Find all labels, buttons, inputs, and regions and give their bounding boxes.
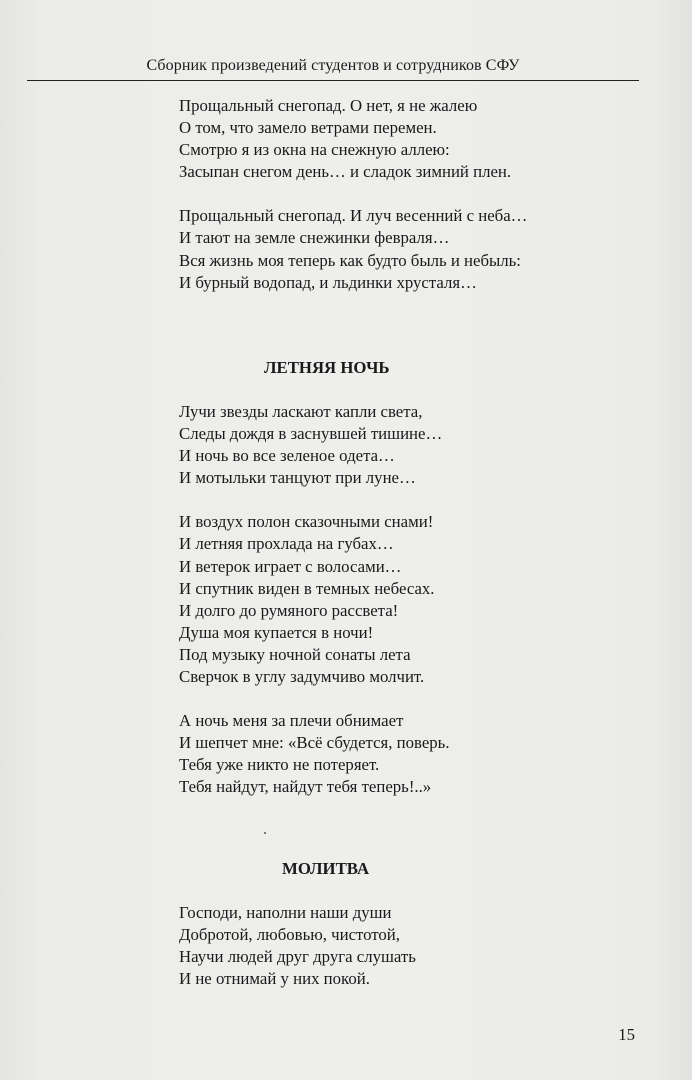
stanza xyxy=(179,95,619,183)
poem-line: И мотыльки танцуют при луне… xyxy=(179,468,416,488)
poem-line: И ветерок играет с волосами… xyxy=(179,556,402,576)
poem-line: Сверчок в углу задумчиво молчит. xyxy=(179,667,425,687)
poem-snowfall xyxy=(179,95,619,294)
poem-line: Под музыку ночной сонаты лета xyxy=(179,644,411,664)
poem-line: Прощальный снегопад. О нет, я не жалею xyxy=(179,96,478,115)
page-number: 15 xyxy=(618,1025,635,1044)
stanza xyxy=(179,511,619,688)
poem-line: Следы дождя в заснувшей тишине… xyxy=(179,424,443,444)
stray-mark xyxy=(264,832,266,834)
stanza xyxy=(179,902,619,990)
poem-line: Добротой, любовью, чистотой, xyxy=(179,925,400,945)
poem-line: И ночь во все зеленое одета… xyxy=(179,446,395,466)
poem-line: Смотрю я из окна на снежную аллею: xyxy=(179,140,450,160)
poem-line: Тебя найдут, найдут тебя теперь!..» xyxy=(179,777,432,797)
poem-line: И долго до румяного рассвета! xyxy=(179,600,399,620)
poem-line: Вся жизнь моя теперь как будто быль и небыль: xyxy=(179,250,521,270)
poem-line: Прощальный снегопад. И луч весенний с неба… xyxy=(179,206,528,226)
poem-prayer xyxy=(179,902,619,990)
poem-line: Тебя уже никто не потеряет. xyxy=(179,755,380,775)
poem-title-summer-night: ЛЕТНЯЯ НОЧЬ xyxy=(264,358,390,377)
poem-line: А ночь меня за плечи обнимает xyxy=(179,711,404,731)
poem-line: Господи, наполни наши души xyxy=(179,903,392,922)
stanza xyxy=(179,205,619,293)
poem-line: И воздух полон сказочными снами! xyxy=(179,512,434,532)
poem-line: Засыпан снегом день… и сладок зимний плен. xyxy=(179,162,512,182)
poem-line: И бурный водопад, и льдинки хрусталя… xyxy=(179,272,477,292)
poem-title-prayer: МОЛИТВА xyxy=(282,859,370,878)
poem-line: И шепчет мне: «Всё сбудется, поверь. xyxy=(179,733,450,753)
stanza xyxy=(179,710,619,798)
running-header: Сборник произведений студентов и сотрудников СФУ xyxy=(146,57,520,74)
poem-line: И спутник виден в темных небесах. xyxy=(179,578,435,598)
poem-line: Душа моя купается в ночи! xyxy=(179,622,374,642)
poem-line: И не отнимай у них покой. xyxy=(179,969,370,989)
header-rule xyxy=(27,80,639,81)
poem-line: О том, что замело ветрами перемен. xyxy=(179,118,437,138)
poem-summer-night xyxy=(179,401,619,799)
poem-line: Научи людей друг друга слушать xyxy=(179,947,416,967)
poem-line: Лучи звезды ласкают капли света, xyxy=(179,402,423,421)
poem-line: И летняя прохлада на губах… xyxy=(179,534,394,554)
stanza xyxy=(179,401,619,489)
poem-line: И тают на земле снежинки февраля… xyxy=(179,228,450,248)
